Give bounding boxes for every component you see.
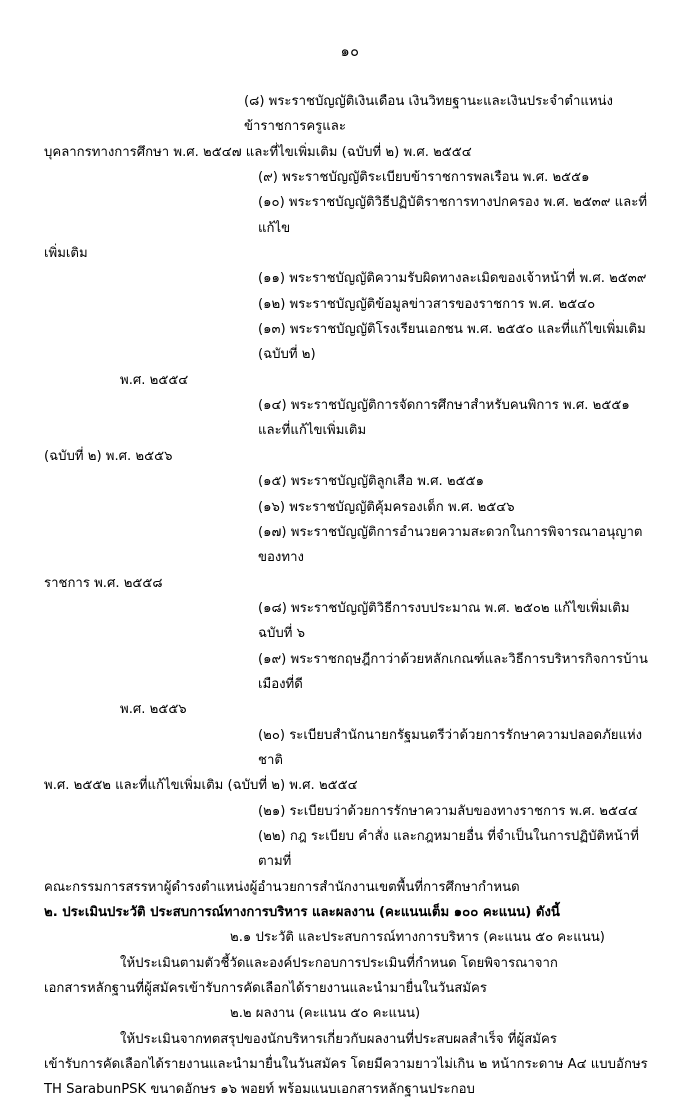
list-item: (๘) พระราชบัญญัติเงินเดือน เงินวิทยฐานะและเงินประจำตำแหน่งข้าราชการครูและ — [244, 94, 613, 135]
list-item: (๑๐) พระราชบัญญัติวิธีปฏิบัติราชการทางปกครอง พ.ศ. ๒๕๓๙ และที่แก้ไข — [258, 195, 648, 236]
document-body — [44, 89, 656, 1103]
list-item: (๑๙) พระราชกฤษฎีกาว่าด้วยหลักเกณฑ์และวิธีการบริหารกิจการบ้านเมืองที่ดี — [258, 651, 648, 692]
list-item: (๑๕) พระราชบัญญัติลูกเสือ พ.ศ. ๒๕๕๑ — [258, 474, 484, 490]
list-item: (๑๗) พระราชบัญญัติการอำนวยความสะดวกในการพิจารณาอนุญาตของทาง — [258, 524, 643, 566]
list-item: ราชการ พ.ศ. ๒๕๕๘ — [44, 575, 163, 591]
list-item: พ.ศ. ๒๕๕๖ — [120, 702, 187, 718]
list-item: (๑๒) พระราชบัญญัติข้อมูลข่าวสารของราชการ พ.ศ. ๒๕๔๐ — [258, 296, 596, 312]
section-2-2-body-line-1: ให้ประเมินจากทตสรุปของนักบริหารเกี่ยวกับผลงานที่ประสบผลสำเร็จ ที่ผู้สมัคร — [120, 1031, 557, 1047]
section-2-1-title: ๒.๑ ประวัติ และประสบการณ์ทางการบริหาร (คะแนน ๕๐ คะแนน) — [230, 930, 605, 946]
list-item: (๒๒) กฎ ระเบียบ คำสั่ง และกฎหมายอื่น ที่จำเป็นในการปฏิบัติหน้าที่ ตามที่ — [258, 828, 639, 870]
list-item: (๑๓) พระราชบัญญัติโรงเรียนเอกชน พ.ศ. ๒๕๕๐ และที่แก้ไขเพิ่มเติม (ฉบับที่ ๒) — [258, 322, 646, 363]
list-item: (๒๐) ระเบียบสำนักนายกรัฐมนตรีว่าด้วยการรักษาความปลอดภัยแห่งชาติ — [258, 727, 643, 768]
list-item: พ.ศ. ๒๕๕๒ และที่แก้ไขเพิ่มเติม (ฉบับที่ ๒) พ.ศ. ๒๕๕๔ — [44, 778, 358, 794]
list-item: (๑๘) พระราชบัญญัติวิธีการงบประมาณ พ.ศ. ๒๕๐๒ แก้ไขเพิ่มเติม ฉบับที่ ๖ — [258, 600, 630, 642]
list-item: คณะกรรมการสรรหาผู้ดำรงตำแหน่งผู้อำนวยการสำนักงานเขตพื้นที่การศึกษากำหนด — [44, 879, 520, 895]
list-item: บุคลากรทางการศึกษา พ.ศ. ๒๕๔๗ และที่ไขเพิ่มเติม (ฉบับที่ ๒) พ.ศ. ๒๕๕๔ — [44, 144, 472, 160]
list-item: (ฉบับที่ ๒) พ.ศ. ๒๕๕๖ — [44, 448, 173, 464]
page-number: ๑๐ — [340, 44, 360, 60]
section-2-1-body-line-2: เอกสารหลักฐานที่ผู้สมัครเข้ารับการคัดเลือกได้รายงานและนำมายื่นในวันสมัคร — [44, 981, 487, 997]
list-item: เพิ่มเติม — [44, 246, 88, 262]
section-2-2-body-line-2: เข้ารับการคัดเลือกได้รายงานและนำมายื่นในวันสมัคร โดยมีความยาวไม่เกิน ๒ หน้ากระดาษ A๔ แบบอักษร — [44, 1057, 648, 1073]
list-item: (๑๑) พระราชบัญญัติความรับผิดทางละเมิดของเจ้าหน้าที่ พ.ศ. ๒๕๓๙ — [258, 271, 647, 287]
section-2-2-body-line-3: TH SarabunPSK ขนาดอักษร ๑๖ พอยท์ พร้อมแนบเอกสารหลักฐานประกอบ — [44, 1082, 475, 1098]
list-item: (๑๔) พระราชบัญญัติการจัดการศึกษาสำหรับคนพิการ พ.ศ. ๒๕๕๑ และที่แก้ไขเพิ่มเติม — [258, 398, 630, 439]
section-2-heading: ๒. ประเมินประวัติ ประสบการณ์ทางการบริหาร และผลงาน (คะแนนเต็ม ๑๐๐ คะแนน) ดังนี้ — [44, 905, 560, 920]
list-item: (๙) พระราชบัญญัติระเบียบข้าราชการพลเรือน พ.ศ. ๒๕๕๑ — [258, 170, 590, 186]
section-2-1-body-line-1: ให้ประเมินตามตัวชี้วัดและองค์ประกอบการประเมินที่กำหนด โดยพิจารณาจาก — [120, 955, 558, 971]
list-item: (๑๖) พระราชบัญญัติคุ้มครองเด็ก พ.ศ. ๒๕๔๖ — [258, 499, 515, 515]
list-item: (๒๑) ระเบียบว่าด้วยการรักษาความลับของทางราชการ พ.ศ. ๒๕๔๔ — [258, 803, 638, 819]
section-2-2-title: ๒.๒ ผลงาน (คะแนน ๕๐ คะแนน) — [230, 1006, 421, 1022]
list-item: พ.ศ. ๒๕๕๔ — [120, 372, 189, 388]
